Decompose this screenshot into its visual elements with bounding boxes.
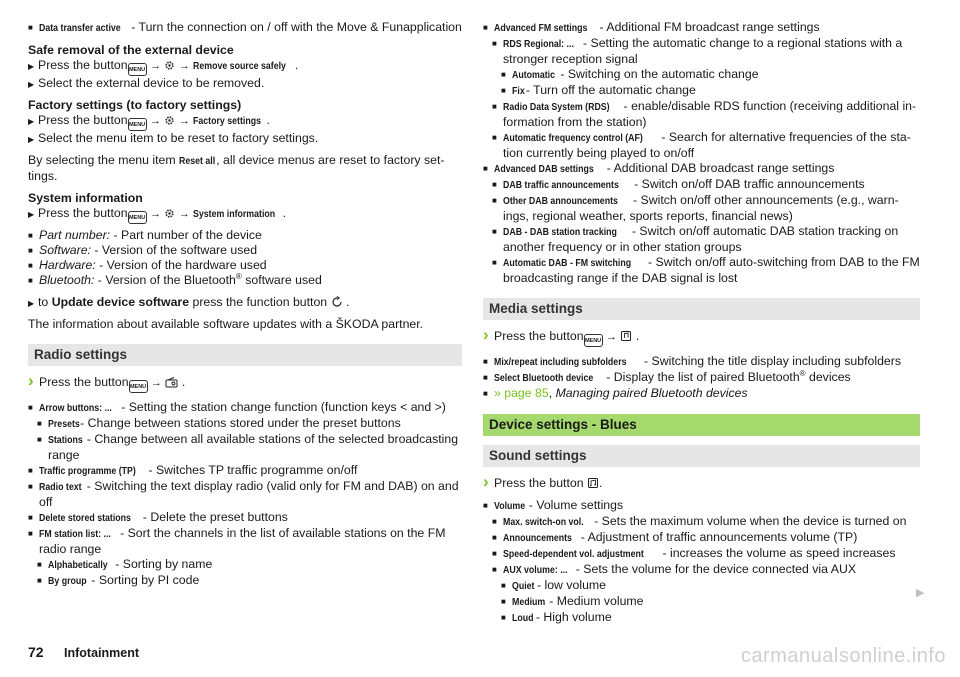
right-column [483, 20, 920, 626]
arrow-icon: → [605, 331, 617, 343]
menu-button-icon: MENU [128, 63, 147, 76]
list-item: ■ AUX volume: ... - Sets the volume for the device connected via AUX [483, 562, 920, 578]
menu-button-icon: MENU [128, 211, 147, 224]
list-item: ■ Volume - Volume settings [483, 498, 920, 514]
list-item: ■ By group - Sorting by PI code [28, 573, 462, 589]
arrow-icon: → [149, 60, 161, 72]
left-column [28, 20, 462, 589]
list-item: ■ Speed-dependent vol. adjustment - increases the volume as speed increases [483, 546, 920, 562]
arrow-icon: → [149, 208, 161, 220]
section-title: Infotainment [64, 646, 139, 660]
list-item: ■ DAB traffic announcements - Switch on/off DAB traffic announcements [483, 177, 920, 193]
gear-icon [164, 115, 175, 126]
list-item: ■ Traffic programme (TP) - Switches TP traffic programme on/off [28, 463, 462, 479]
reset-note: By selecting the menu item Reset all, all device menus are reset to factory settings. [28, 153, 445, 183]
list-item: ■ Delete stored stations - Delete the preset buttons [28, 510, 462, 526]
media-icon [620, 330, 632, 342]
list-item: ■ Max. switch-on vol. - Sets the maximum volume when the device is turned on [483, 514, 920, 530]
instruction-step: › Press the buttonMENU → . [28, 375, 462, 393]
instruction-step: › Press the button . [483, 476, 920, 491]
list-item: ■ DAB - DAB station tracking - Switch on/off automatic DAB station tracking on another frequency or in other station groups [483, 224, 920, 255]
gear-icon [164, 60, 175, 71]
instruction-step: ▶ Press the buttonMENU → → Factory settings . [28, 113, 462, 131]
cross-reference: ■ » page 85, Managing paired Bluetooth devices [483, 386, 920, 401]
list-item: ■ FM station list: ... - Sort the channels in the list of available stations on the FM radio range [28, 526, 462, 557]
arrow-icon: → [149, 115, 161, 127]
instruction-step: ▶ Select the menu item to be reset to factory settings. [28, 131, 462, 146]
list-item: ■ Loud - High volume [483, 610, 920, 626]
page-link[interactable]: » page 85 [494, 386, 549, 400]
list-item: ■ Data transfer active - Turn the connection on / off with the Move & Funapplication [28, 20, 462, 36]
arrow-icon: → [150, 377, 162, 389]
device-settings-header: Device settings - Blues [483, 414, 920, 436]
list-item: ■ Advanced DAB settings - Additional DAB broadcast range settings [483, 161, 920, 177]
instruction-step: ▶ Press the buttonMENU → → System information . [28, 206, 462, 224]
list-item: ■ Quiet - low volume [483, 578, 920, 594]
list-item: ■ Hardware: - Version of the hardware used [28, 258, 462, 273]
list-item: ■ Fix - Turn off the automatic change [483, 83, 920, 99]
list-item: ■ Mix/repeat including subfolders - Switching the title display including subfolders [483, 354, 920, 370]
instruction-step: › Press the buttonMENU → . [483, 329, 920, 347]
list-item: ■ Automatic DAB - FM switching - Switch on/off auto-switching from DAB to the FM broadcasting range if the DAB signal is lost [483, 255, 920, 286]
safe-removal-heading: Safe removal of the external device [28, 43, 234, 57]
arrow-icon: → [178, 115, 190, 127]
list-item: ■ Bluetooth: - Version of the Bluetooth® software used [28, 273, 462, 288]
list-item: ■ Arrow buttons: ... - Setting the station change function (function keys < and >) [28, 400, 462, 416]
menu-button-icon: MENU [128, 118, 147, 131]
continue-arrow-icon: ▶ [916, 587, 925, 599]
refresh-icon [331, 296, 343, 308]
list-item: ■ Radio Data System (RDS) - enable/disable RDS function (receiving additional information from the station) [483, 99, 920, 130]
update-step: ▶ to Update device software press the function button . [28, 295, 462, 310]
list-item: ■ Stations - Change between all available stations of the selected broadcasting range [28, 432, 462, 463]
list-item: ■ Announcements - Adjustment of traffic announcements volume (TP) [483, 530, 920, 546]
list-item: ■ Part number: - Part number of the device [28, 228, 462, 243]
sound-icon [587, 477, 599, 489]
list-item: ■ Automatic frequency control (AF) - Search for alternative frequencies of the station currently being played to on/off [483, 130, 920, 161]
menu-button-icon: MENU [584, 334, 603, 347]
list-item: ■ Other DAB announcements - Switch on/off other announcements (e.g., warnings, regional weather, sports reports, financial news) [483, 193, 920, 224]
page-number: 72 [28, 644, 44, 660]
arrow-icon: → [178, 60, 190, 72]
system-info-heading: System information [28, 191, 143, 205]
list-item: ■ Presets- Change between stations stored under the preset buttons [28, 416, 462, 432]
list-item: ■ Software: - Version of the software used [28, 243, 462, 258]
list-item: ■ RDS Regional: ... - Setting the automatic change to a regional stations with a stronger reception signal [483, 36, 920, 67]
list-item: ■ Advanced FM settings - Additional FM broadcast range settings [483, 20, 920, 36]
radio-settings-header: Radio settings [28, 344, 462, 366]
list-item: ■ Select Bluetooth device - Display the list of paired Bluetooth® devices [483, 370, 920, 386]
sound-settings-header: Sound settings [483, 445, 920, 467]
skoda-note: The information about available software updates with a ŠKODA partner. [28, 317, 424, 331]
gear-icon [164, 208, 175, 219]
factory-settings-heading: Factory settings (to factory settings) [28, 98, 242, 112]
instruction-step: ▶ Select the external device to be removed. [28, 76, 462, 91]
instruction-step: ▶ Press the buttonMENU → → Remove source safely . [28, 58, 462, 76]
arrow-icon: → [178, 208, 190, 220]
list-item: ■ Automatic - Switching on the automatic change [483, 67, 920, 83]
watermark: carmanualsonline.info [740, 645, 946, 667]
list-item: ■ Alphabetically - Sorting by name [28, 557, 462, 573]
list-item: ■ Radio text - Switching the text display radio (valid only for FM and DAB) on and off [28, 479, 462, 510]
menu-button-icon: MENU [129, 380, 148, 393]
list-item: ■ Medium - Medium volume [483, 594, 920, 610]
radio-icon [165, 377, 178, 388]
media-settings-header: Media settings [483, 298, 920, 320]
